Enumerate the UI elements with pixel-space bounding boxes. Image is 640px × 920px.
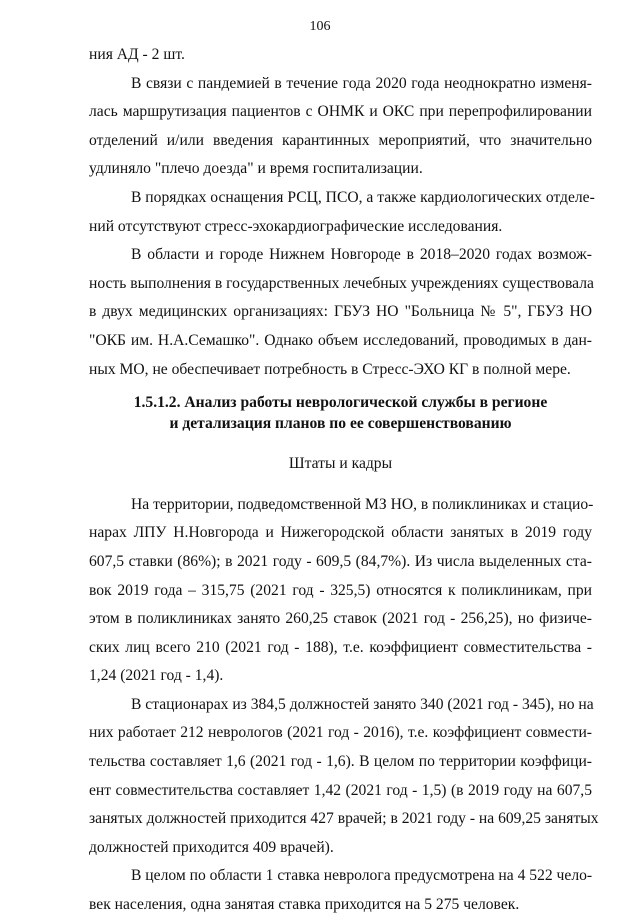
- text-line: вок 2019 года – 315,75 (2021 год - 325,5) относятся к поликлиникам, при: [89, 581, 592, 599]
- text-line: В порядках оснащения РСЦ, ПСО, а также кардиологических отделе-: [131, 188, 595, 206]
- paragraph: [89, 862, 592, 919]
- text-line: ент совместительства составляет 1,42 (2021 год - 1,5) (в 2019 году на 607,5: [89, 781, 592, 799]
- text-line: век населения, одна занятая ставка приходится на 5 275 человек.: [89, 896, 520, 914]
- paragraph: [89, 41, 592, 70]
- text-line: "ОКБ им. Н.А.Семашко". Однако объем исследований, проводимых в дан-: [89, 331, 592, 349]
- text-line: ских лиц всего 210 (2021 год - 188), т.е. коэффициент совместительства -: [89, 638, 592, 656]
- text-line: этом в поликлиниках занято 260,25 ставок (2021 год - 256,25), но физиче-: [89, 610, 592, 628]
- text-line: нарах ЛПУ Н.Новгорода и Нижегородской области занятых в 2019 году: [89, 524, 592, 542]
- text-line: лась маршрутизация пациентов с ОНМК и ОКС при перепрофилировании: [89, 103, 592, 121]
- text-line: ных МО, не обеспечивает потребность в Стресс-ЭХО КГ в полной мере.: [89, 360, 571, 378]
- text-line: них работает 212 неврологов (2021 год - 2016), т.е. коэффициент совмести-: [89, 724, 592, 742]
- text-line: 1,24 (2021 год - 1,4).: [89, 667, 224, 685]
- text-line: В целом по области 1 ставка невролога предусмотрена на 4 522 чело-: [131, 867, 593, 885]
- paragraph: [89, 491, 592, 691]
- text-line: занятых должностей приходится 427 врачей; в 2021 году - на 609,25 занятых: [89, 810, 599, 828]
- page-content: [89, 41, 599, 920]
- section-heading-line: и детализация планов по ее совершенствованию: [169, 415, 512, 433]
- text-line: В стационарах из 384,5 должностей занято 340 (2021 год - 345), но на: [131, 695, 594, 713]
- text-line: ния АД - 2 шт.: [89, 46, 185, 63]
- text-line: в двух медицинских организациях: ГБУЗ НО "Больница № 5", ГБУЗ НО: [89, 303, 592, 321]
- text-line: На территории, подведомственной МЗ НО, в поликлиниках и стацио-: [131, 495, 594, 513]
- text-line: тельства составляет 1,6 (2021 год - 1,6). В целом по территории коэффици-: [89, 753, 592, 771]
- page-number: 106: [309, 19, 331, 34]
- text-line: 607,5 ставки (86%); в 2021 году - 609,5 (84,7%). Из числа выделенных ста-: [89, 552, 592, 570]
- paragraph: [89, 184, 595, 241]
- text-line: должностей приходится 409 врачей).: [89, 838, 334, 856]
- section-heading: [89, 392, 592, 434]
- paragraph: [89, 70, 592, 184]
- text-line: отделений и/или введения карантинных мероприятий, что значительно: [89, 131, 592, 149]
- text-line: ность выполнения в государственных лечебных учреждениях существовала: [89, 274, 594, 292]
- text-line: В области и городе Нижнем Новгороде в 2018–2020 годах возмож-: [131, 246, 592, 264]
- paragraph: [89, 241, 592, 384]
- paragraph: [89, 691, 599, 863]
- subsection-title: Штаты и кадры: [288, 455, 393, 473]
- text-line: ний отсутствуют стресс-эхокардиографические исследования.: [89, 217, 503, 235]
- text-line: В связи с пандемией в течение года 2020 года неоднократно изменя-: [131, 74, 592, 92]
- section-heading-line: 1.5.1.2. Анализ работы неврологической службы в регионе: [133, 394, 548, 412]
- text-line: удлиняло "плечо доезда" и время госпитализации.: [89, 160, 423, 178]
